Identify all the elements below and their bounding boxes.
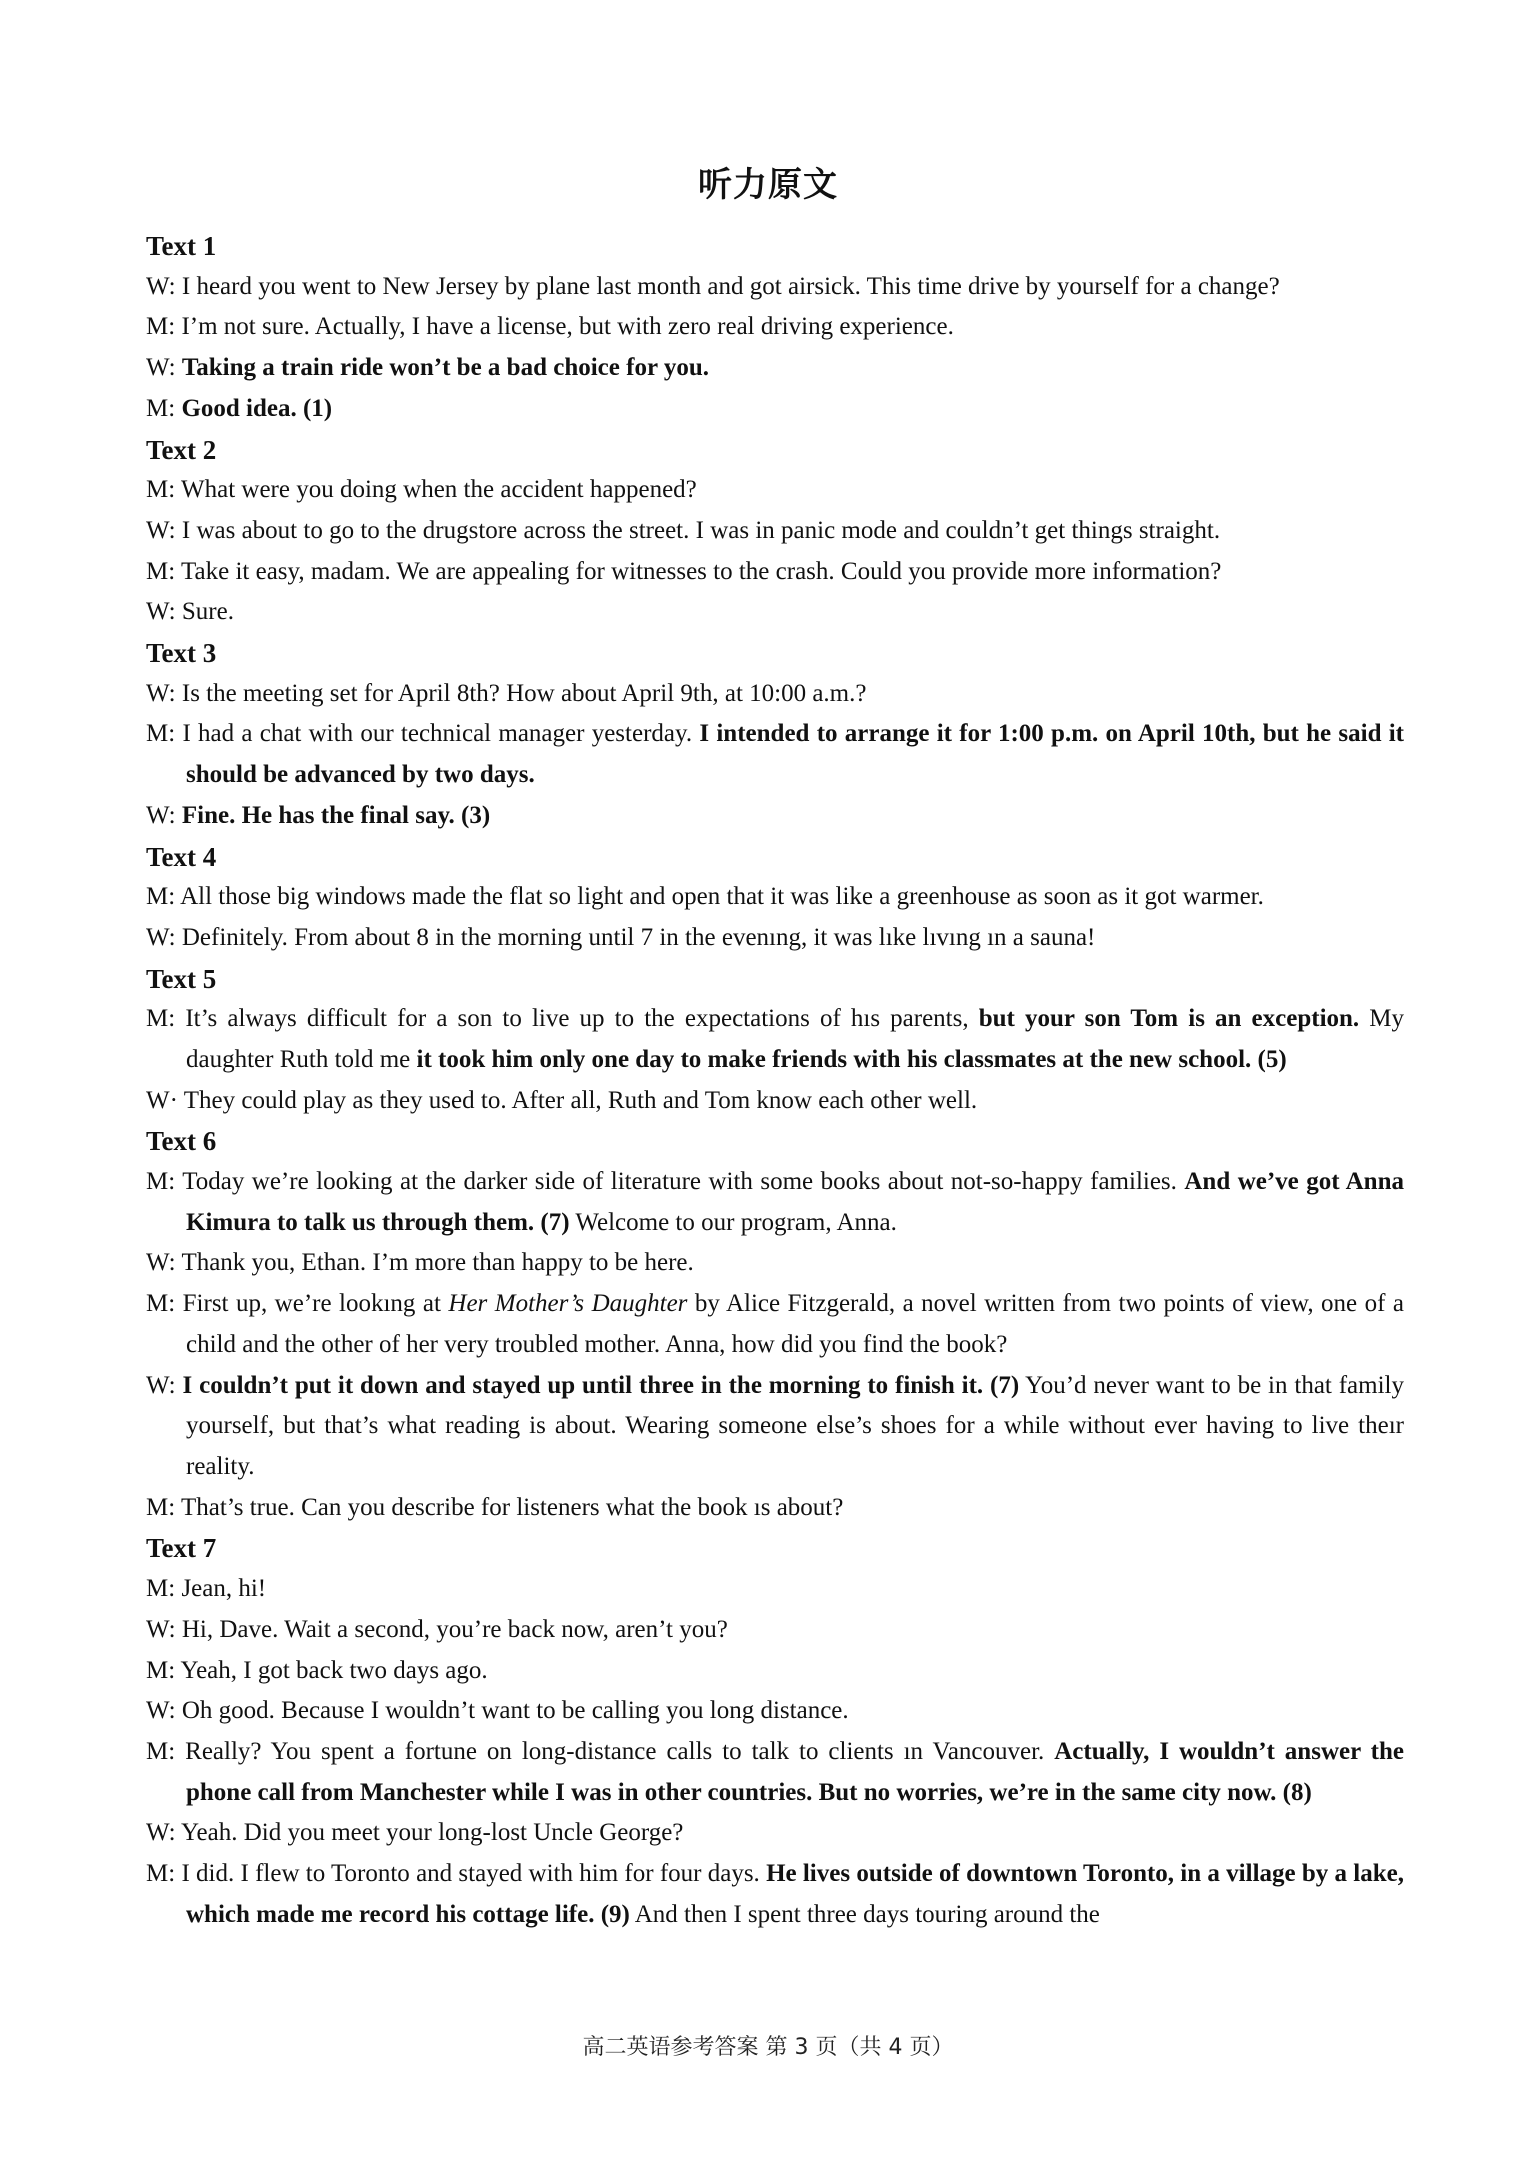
dialogue-line [146, 1081, 1404, 1122]
section-heading: Text 3 [146, 638, 217, 668]
dialogue-line [146, 267, 1404, 308]
answer-highlight: it took him only one day to make friends with his classmates at the new school. (5) [416, 1045, 1287, 1073]
dialogue-line [146, 348, 1404, 389]
speaker-label: M: [146, 1168, 176, 1196]
dialogue-line [146, 1366, 1404, 1488]
speaker-label: M: [146, 1575, 176, 1603]
dialogue-text: I did. I flew to Toronto and stayed with him for four days. [181, 1860, 767, 1888]
dialogue-text: Thank you, Ethan. I’m more than happy to be here. [181, 1249, 694, 1277]
answer-highlight: He lives outside of downtown Toronto, in a village by a lake, which made me record his cottage life. (9) [186, 1860, 1404, 1928]
answer-highlight: Taking a train ride won’t be a bad choice for you. [181, 354, 709, 382]
dialogue-line [146, 389, 1404, 430]
speaker-label: W· [146, 1086, 178, 1114]
speaker-label: M: [146, 720, 176, 748]
speaker-label: W: [146, 923, 176, 951]
dialogue-text: Hi, Dave. Wait a second, you’re back now, aren’t you? [181, 1615, 728, 1643]
dialogue-text: Is the meeting set for April 8th? How about April 9th, at 10:00 a.m.? [181, 679, 867, 707]
answer-highlight: but your son Tom is an exception. [978, 1005, 1360, 1033]
dialogue-line [146, 470, 1404, 511]
transcript-body [146, 226, 1404, 1935]
speaker-label: M: [146, 1005, 176, 1033]
dialogue-text: Take it easy, madam. We are appealing for witnesses to the crash. Could you provide more information? [181, 557, 1222, 585]
dialogue-text: Jean, hi! [181, 1575, 267, 1603]
dialogue-text: I heard you went to New Jersey by plane last month and got airsick. This time drive by yourself for a change? [181, 272, 1280, 300]
dialogue-line [146, 552, 1404, 593]
dialogue-line [146, 1691, 1404, 1732]
dialogue-text: Definitely. From about 8 in the morning until 7 in the evenıng, it was lıke lıvıng ın a sauna! [181, 923, 1096, 951]
dialogue-line [146, 1488, 1404, 1529]
dialogue-text: I had a chat with our technical manager yesterday. [182, 720, 700, 748]
section-heading: Text 2 [146, 434, 217, 465]
dialogue-line [146, 674, 1404, 715]
page-title: 听力原文 [698, 165, 838, 205]
section-heading: Text 4 [146, 841, 217, 872]
section-heading: Text 1 [146, 231, 217, 261]
speaker-label: M: [146, 476, 176, 504]
speaker-label: W: [146, 801, 176, 829]
answer-highlight: Actually, I wouldn’t answer the phone call from Manchester while I was in other countries. But no worries, we’re in the same city now. (8) [186, 1737, 1404, 1806]
speaker-label: W: [146, 598, 176, 626]
answer-highlight: Fine. He has the final say. (3) [181, 801, 491, 829]
dialogue-text: I was about to go to the drugstore across the street. I was in panic mode and couldn’t get things straight. [181, 516, 1221, 544]
speaker-label: W: [146, 354, 176, 382]
dialogue-line [146, 592, 1404, 633]
book-title: Her Mother’s Daughter [448, 1290, 688, 1318]
dialogue-text: My daughter Ruth told me [186, 1005, 1405, 1073]
dialogue-text: Yeah. Did you meet your long-lost Uncle George? [180, 1819, 684, 1847]
dialogue-line [146, 1651, 1404, 1692]
speaker-label: W: [146, 1819, 176, 1847]
dialogue-line [146, 877, 1404, 918]
dialogue-line [146, 1732, 1404, 1813]
dialogue-line [146, 714, 1404, 795]
speaker-label: M: [146, 1860, 176, 1888]
dialogue-line [146, 918, 1404, 959]
section-heading: Text 6 [146, 1126, 217, 1157]
dialogue-text: Today we’re looking at the darker side of literature with some books about not-so-happy families. [182, 1168, 1185, 1196]
dialogue-line [146, 1284, 1404, 1365]
page-footer: 高二英语参考答案 第 3 页（共 4 页） [582, 2035, 954, 2060]
speaker-label: M: [146, 883, 176, 911]
speaker-label: W: [146, 1249, 176, 1277]
dialogue-line [146, 1813, 1404, 1854]
section-heading: Text 7 [146, 1533, 217, 1564]
dialogue-line [146, 1610, 1404, 1651]
speaker-label: M: [146, 557, 176, 585]
dialogue-line [146, 511, 1404, 552]
dialogue-text: by Alice Fitzgerald, a novel written from two points of view, one of a child and the other of her very troubled mother. Anna, how did you find the book? [186, 1290, 1404, 1358]
dialogue-text: All those big windows made the flat so light and open that it was like a greenhouse as soon as it got warmer. [180, 883, 1264, 911]
speaker-label: M: [146, 1290, 176, 1318]
dialogue-line [146, 796, 1404, 837]
answer-highlight: I couldn’t put it down and stayed up until three in the morning to finish it. (7) [182, 1371, 1020, 1399]
dialogue-text: You’d never want to be in that family yourself, but that’s what reading is about. Wearing someone else’s shoes for a while without ever having to live theır reality. [186, 1371, 1404, 1480]
dialogue-text: Really? You spent a fortune on long-distance calls to talk to clients ın Vancouver. [185, 1737, 1055, 1765]
dialogue-text: What were you doing when the accident happened? [181, 476, 697, 504]
dialogue-text: That’s true. Can you describe for listeners what the book ıs about? [181, 1493, 844, 1521]
speaker-label: W: [146, 1697, 176, 1725]
answer-highlight: Good idea. (1) [181, 394, 333, 422]
dialogue-text: Yeah, I got back two days ago. [180, 1656, 488, 1684]
dialogue-text: I’m not sure. Actually, I have a license, but with zero real driving experience. [181, 313, 954, 341]
speaker-label: M: [146, 1656, 176, 1684]
speaker-label: W: [146, 1371, 176, 1399]
speaker-label: M: [146, 313, 176, 341]
dialogue-text: First up, we’re lookıng at [182, 1290, 449, 1318]
speaker-label: M: [146, 394, 176, 422]
dialogue-text: They could play as they used to. After all, Ruth and Tom know each other well. [183, 1086, 978, 1114]
speaker-label: W: [146, 679, 176, 707]
dialogue-line [146, 1854, 1404, 1935]
speaker-label: W: [146, 272, 176, 300]
dialogue-text: Sure. [181, 598, 234, 626]
speaker-label: M: [146, 1493, 176, 1521]
dialogue-line [146, 1569, 1404, 1610]
dialogue-text: Welcome to our program, Anna. [569, 1208, 897, 1236]
dialogue-line [146, 1243, 1404, 1284]
answer-highlight: And we’ve got Anna Kimura to talk us through them. (7) [186, 1168, 1404, 1236]
dialogue-line [146, 307, 1404, 348]
answer-highlight: I intended to arrange it for 1:00 p.m. on April 10th, but he said it should be advanced by two days. [186, 720, 1404, 789]
speaker-label: W: [146, 516, 176, 544]
speaker-label: W: [146, 1615, 176, 1643]
dialogue-line [146, 1162, 1404, 1243]
dialogue-text: It’s always difficult for a son to live up to the expectations of hıs parents, [185, 1005, 979, 1033]
dialogue-text: Oh good. Because I wouldn’t want to be calling you long distance. [181, 1697, 849, 1725]
dialogue-text: And then I spent three days touring around the [629, 1900, 1100, 1928]
section-heading: Text 5 [146, 963, 217, 994]
dialogue-line [146, 999, 1404, 1080]
speaker-label: M: [146, 1737, 176, 1765]
